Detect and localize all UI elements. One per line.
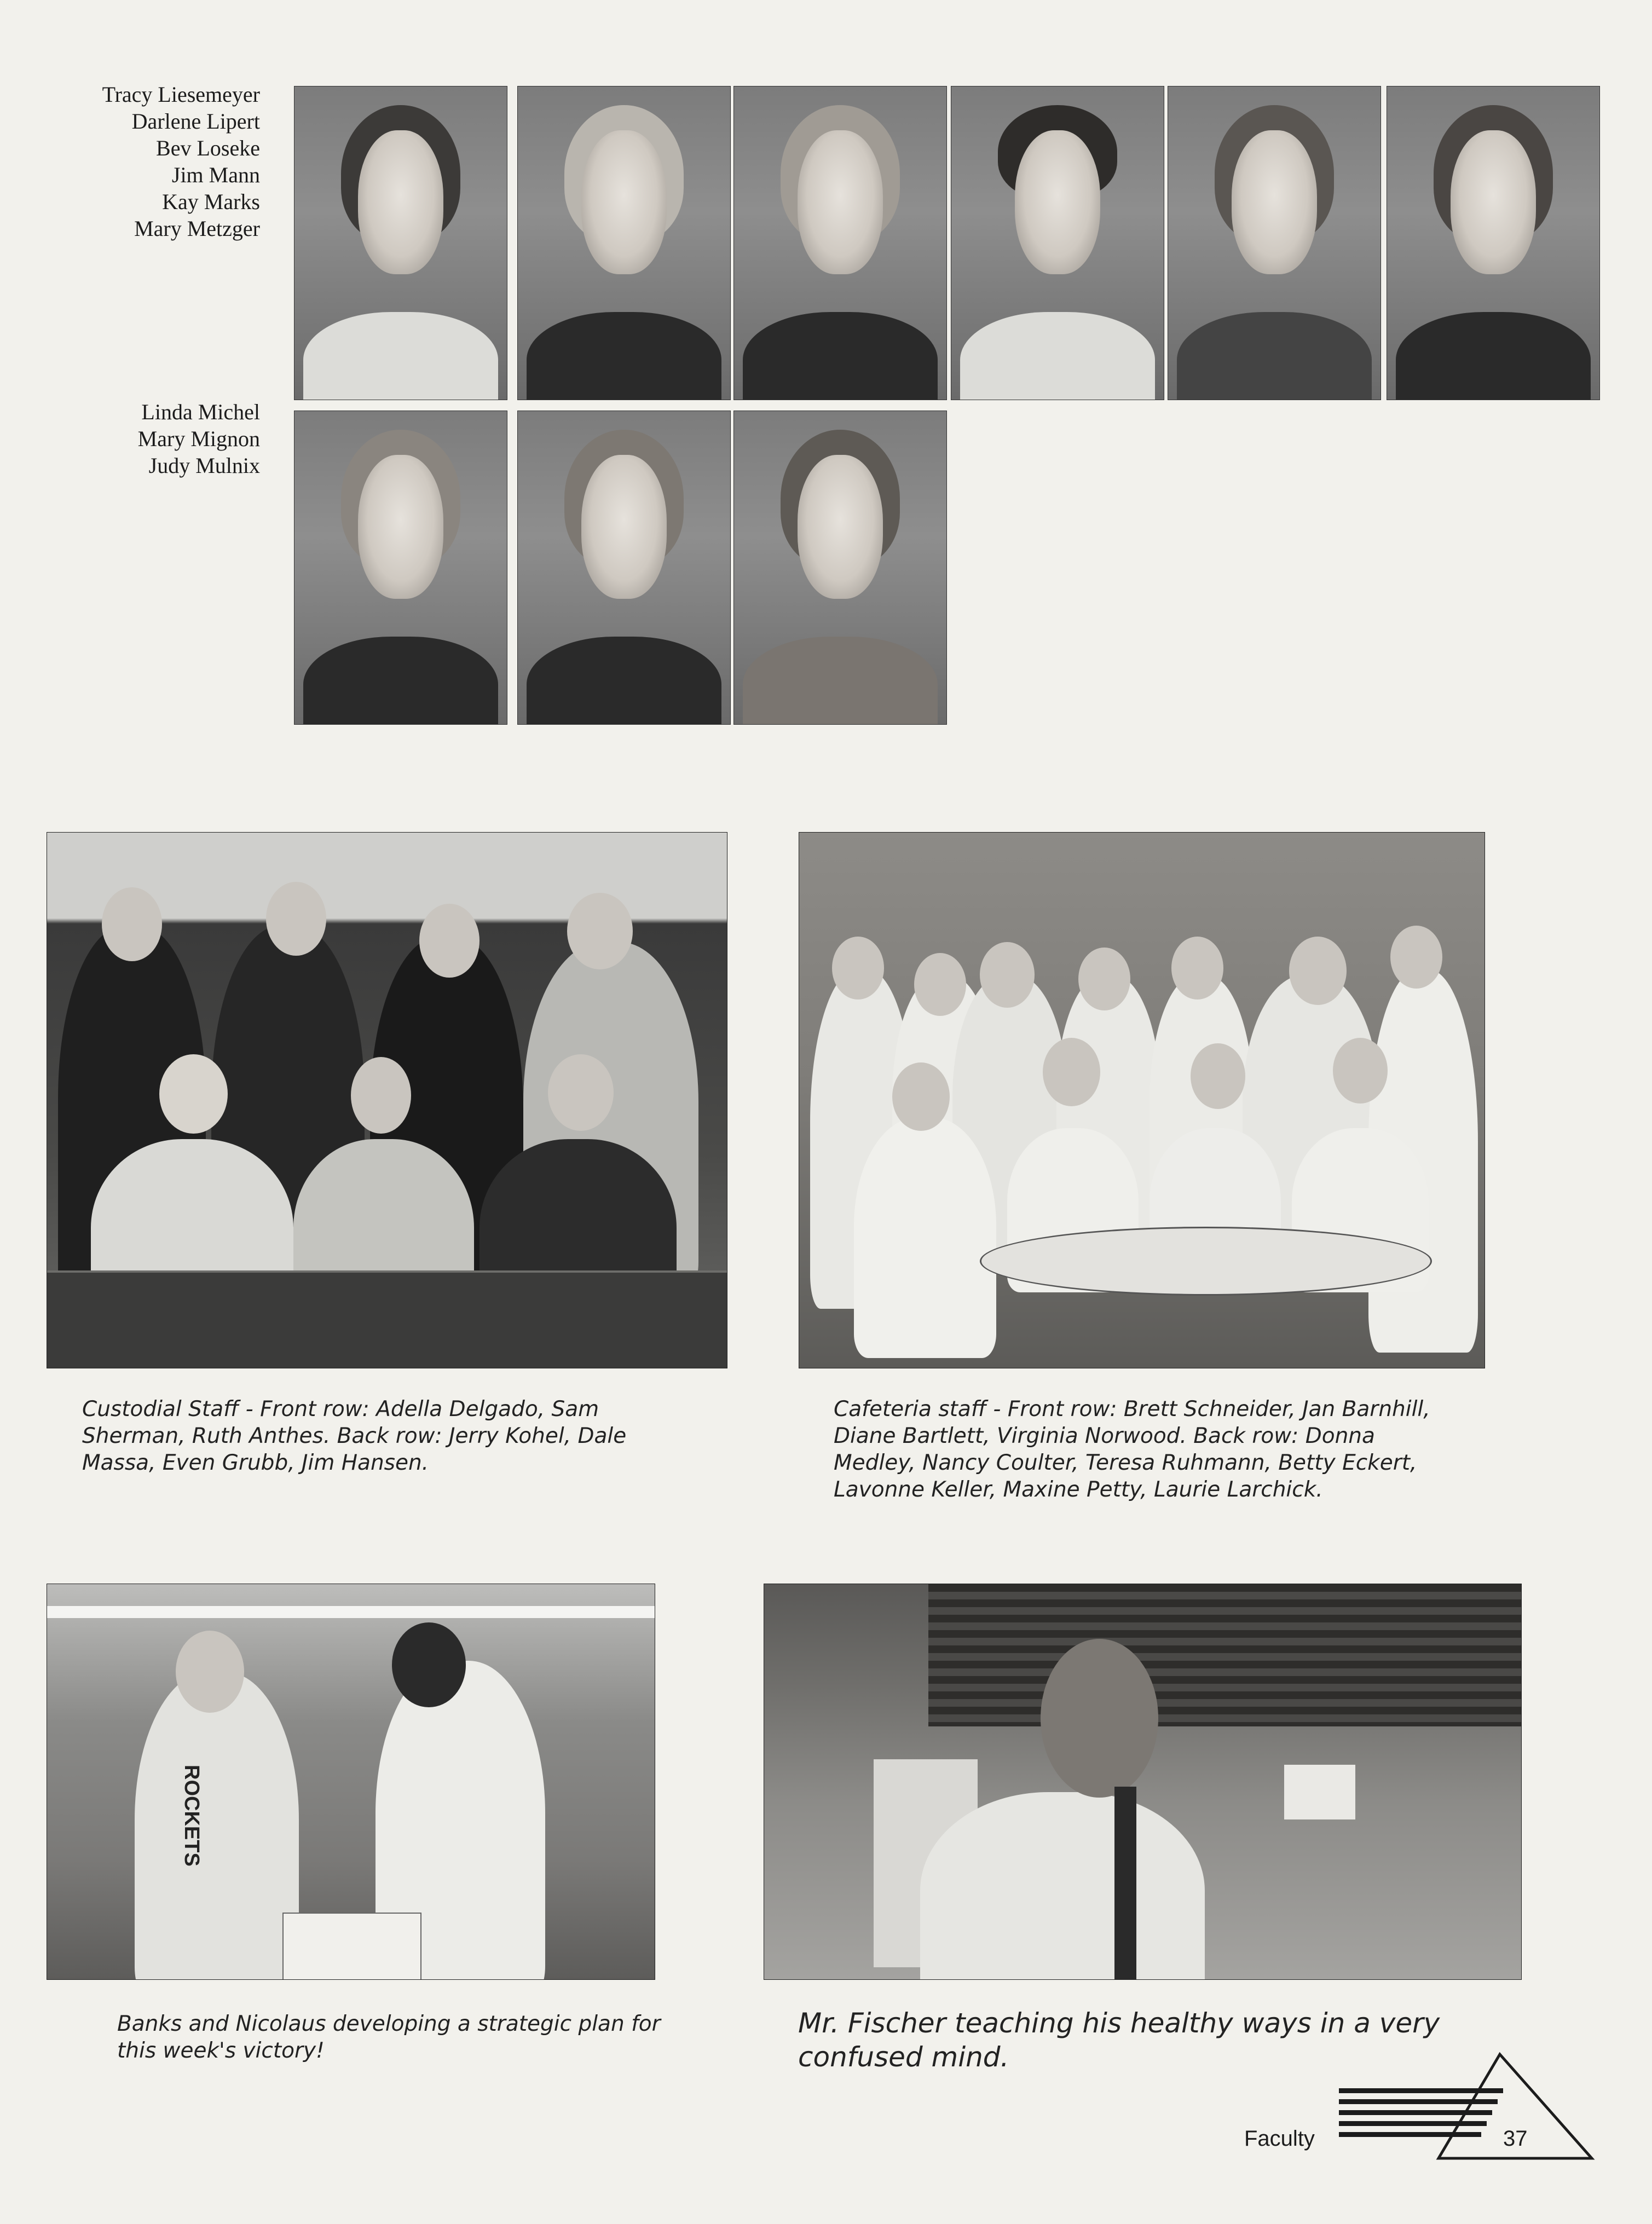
- custodial-staff-photo: [47, 832, 727, 1368]
- cafeteria-staff-caption: Cafeteria staff - Front row: Brett Schneider, Jan Barnhill, Diane Bartlett, Virginia Norwood. Back row: Donna Medley, Nancy Coulter, Teresa Ruhmann, Betty Eckert, Lavonne Keller, Maxine Petty, Laurie Larchick.: [834, 1397, 1430, 1502]
- sweatshirt-text: ROCKETS: [180, 1765, 203, 1867]
- fischer-photo: [764, 1584, 1522, 1980]
- portrait-names-row-1: [33, 81, 260, 242]
- portrait-name: Mary Mignon: [137, 426, 260, 451]
- portrait-name: Linda Michel: [141, 400, 260, 424]
- portrait-name: Tracy Liesemeyer: [102, 82, 260, 107]
- portrait-name: Mary Metzger: [134, 216, 260, 241]
- page-number: 37: [1503, 2127, 1528, 2151]
- portrait-photo: [294, 411, 507, 725]
- fischer-caption: Mr. Fischer teaching his healthy ways in a very confused mind.: [798, 2007, 1440, 2073]
- banks-nicolaus-caption: Banks and Nicolaus developing a strategic plan for this week's victory!: [117, 2012, 661, 2063]
- portrait-name: Bev Loseke: [156, 136, 260, 160]
- banks-nicolaus-photo: [47, 1584, 655, 1980]
- cafeteria-staff-photo: [799, 832, 1485, 1368]
- portrait-photo: [294, 86, 507, 400]
- section-label: Faculty: [1244, 2127, 1315, 2151]
- portrait-names-row-2: [33, 398, 260, 479]
- portrait-photo: [733, 411, 947, 725]
- portrait-name: Jim Mann: [171, 163, 260, 187]
- portrait-photo: [517, 86, 731, 400]
- portrait-photo: [1168, 86, 1381, 400]
- portrait-name: Judy Mulnix: [148, 453, 260, 478]
- portrait-name: Darlene Lipert: [131, 109, 260, 134]
- portrait-photo: [733, 86, 947, 400]
- custodial-staff-caption: Custodial Staff - Front row: Adella Delgado, Sam Sherman, Ruth Anthes. Back row: Jerry Kohel, Dale Massa, Even Grubb, Jim Hansen.: [82, 1397, 627, 1475]
- portrait-name: Kay Marks: [162, 189, 260, 214]
- portrait-photo: [1387, 86, 1600, 400]
- portrait-photo: [517, 411, 731, 725]
- portrait-photo: [951, 86, 1164, 400]
- triangle-folio-icon: [1336, 2050, 1598, 2165]
